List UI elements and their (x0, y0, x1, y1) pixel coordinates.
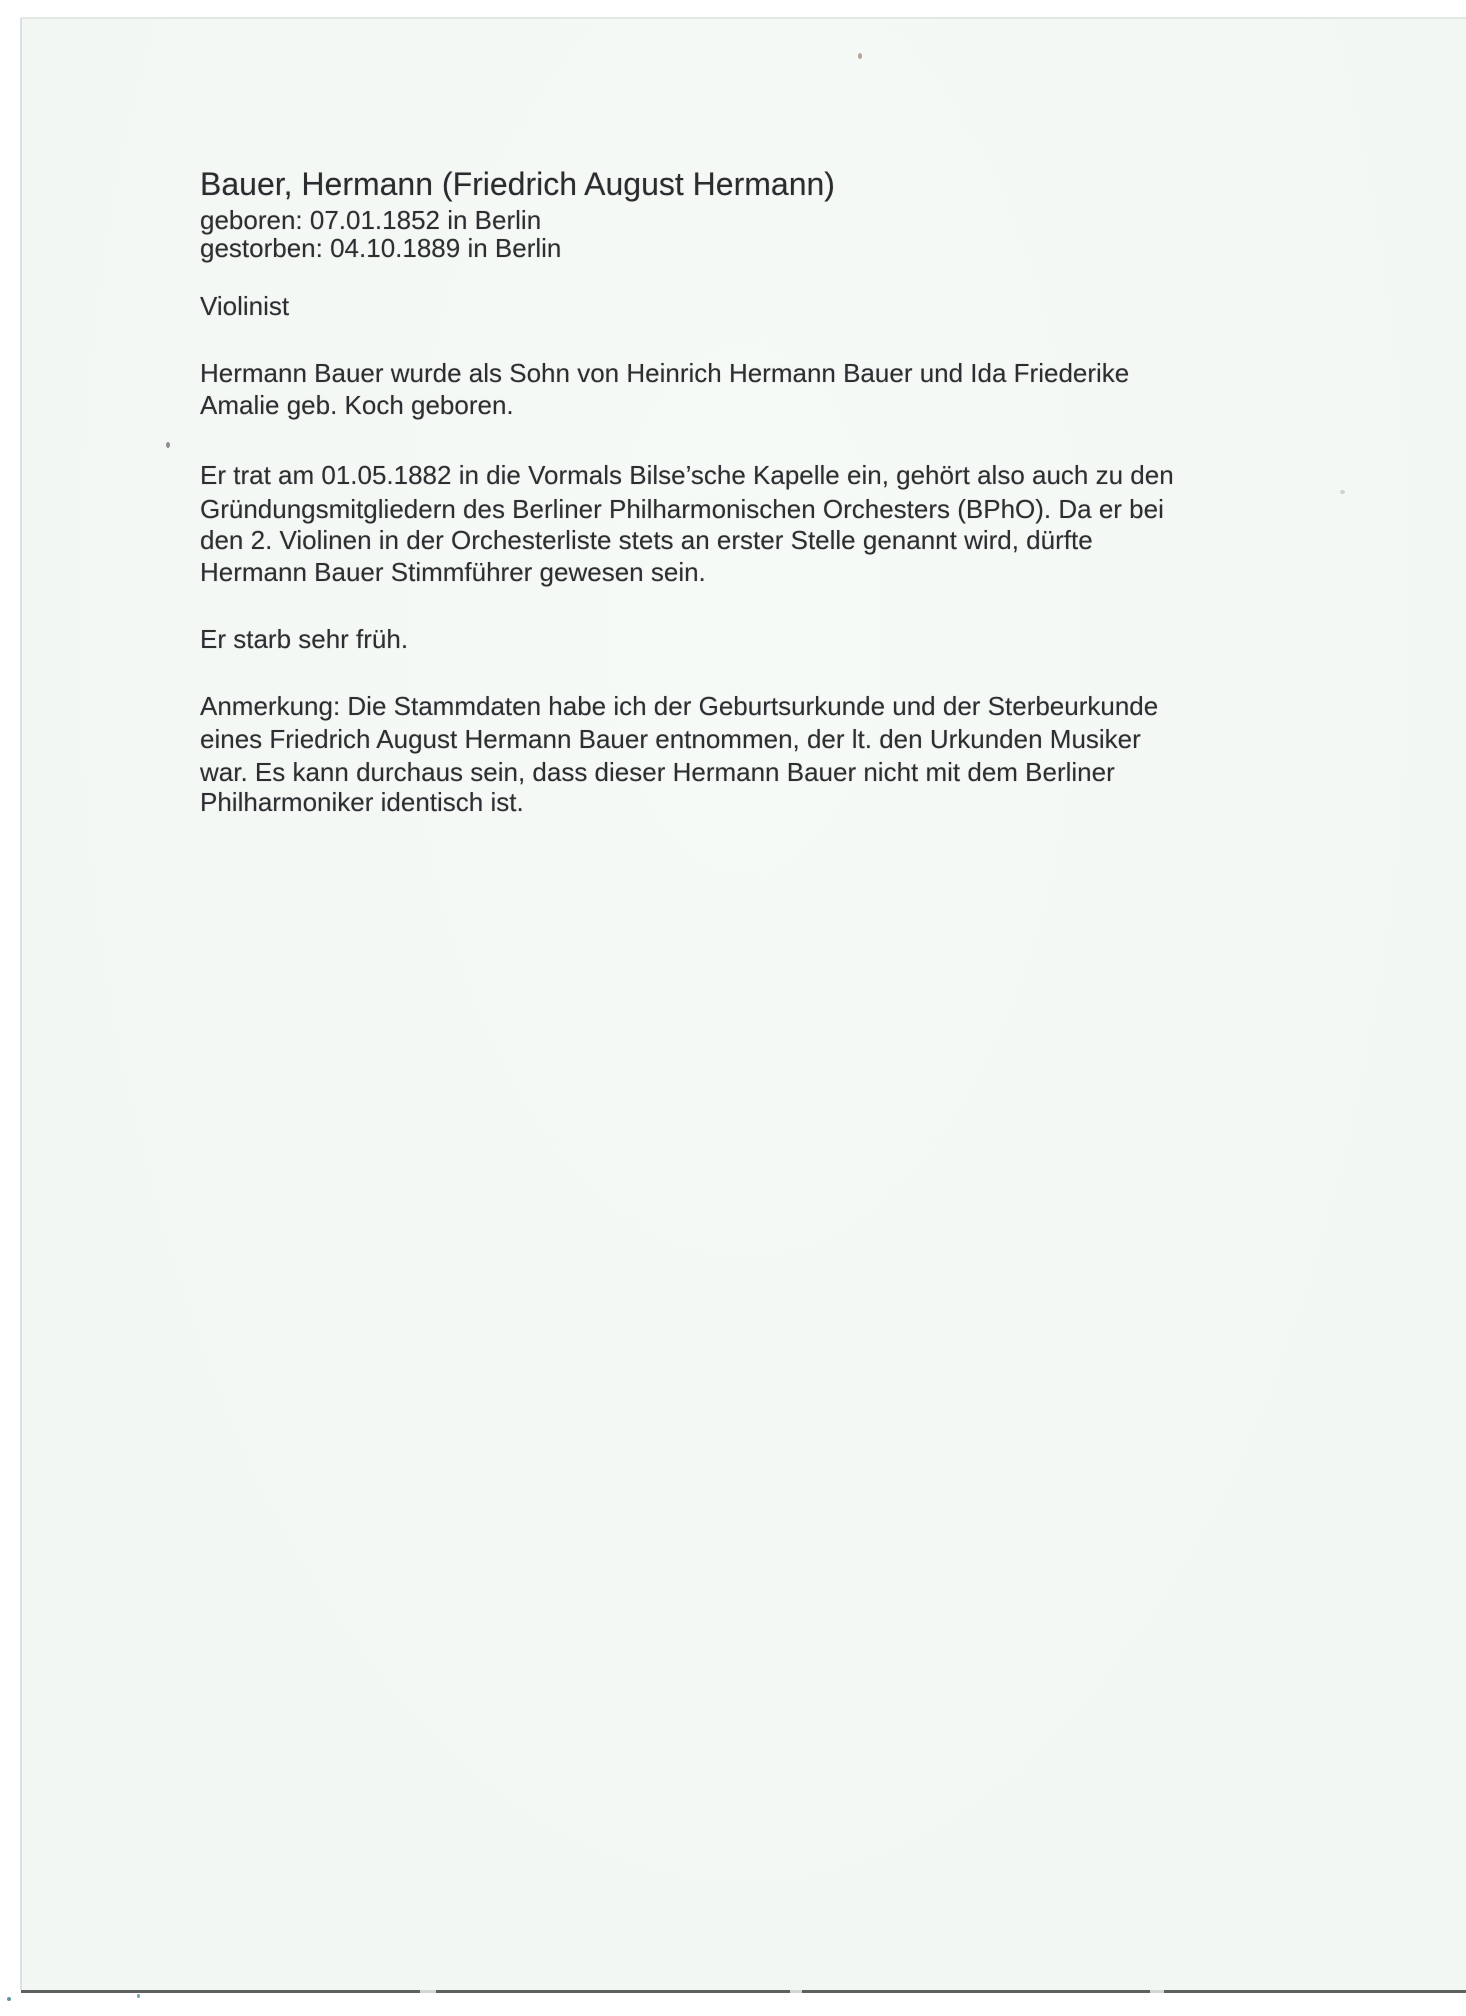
paragraph-2-line-1: Er trat am 01.05.1882 in die Vormals Bilse’sche Kapelle ein, gehört also auch zu den (200, 460, 1174, 490)
scan-edge-gap (1150, 1990, 1164, 1993)
scan-speck (1340, 490, 1345, 494)
paragraph-1-line-1: Hermann Bauer wurde als Sohn von Heinrich Hermann Bauer und Ida Friederike (200, 358, 1130, 388)
scan-speck (137, 1994, 140, 1998)
person-name-heading: Bauer, Hermann (Friedrich August Hermann) (200, 166, 835, 202)
profession-line: Violinist (200, 291, 290, 321)
scan-speck (858, 53, 862, 59)
scan-speck (7, 1997, 11, 2001)
paragraph-3-line-1: Er starb sehr früh. (200, 624, 409, 654)
scan-edge-left (20, 18, 22, 1990)
scan-edge-gap (790, 1990, 802, 1993)
scan-edge-gap (420, 1990, 436, 1993)
paragraph-1-line-2: Amalie geb. Koch geboren. (200, 390, 514, 420)
paragraph-4-line-1: Anmerkung: Die Stammdaten habe ich der Geburtsurkunde und der Sterbeurkunde (200, 691, 1159, 721)
scan-speck (166, 442, 170, 448)
paragraph-4-line-2: eines Friedrich August Hermann Bauer entnommen, der lt. den Urkunden Musiker (200, 724, 1141, 754)
paragraph-2-line-3: den 2. Violinen in der Orchesterliste stets an erster Stelle genannt wird, dürfte (200, 525, 1093, 555)
paragraph-4-line-3: war. Es kann durchaus sein, dass dieser Hermann Bauer nicht mit dem Berliner (200, 757, 1115, 787)
died-line: gestorben: 04.10.1889 in Berlin (200, 233, 562, 263)
paragraph-4-line-4: Philharmoniker identisch ist. (200, 787, 524, 817)
paragraph-2-line-4: Hermann Bauer Stimmführer gewesen sein. (200, 557, 706, 587)
scan-edge-bottom (21, 1990, 1466, 1993)
scan-edge-top (21, 17, 1466, 19)
born-line: geboren: 07.01.1852 in Berlin (200, 205, 542, 235)
paragraph-2-line-2: Gründungsmitgliedern des Berliner Philharmonischen Orchesters (BPhO). Da er bei (200, 494, 1164, 524)
